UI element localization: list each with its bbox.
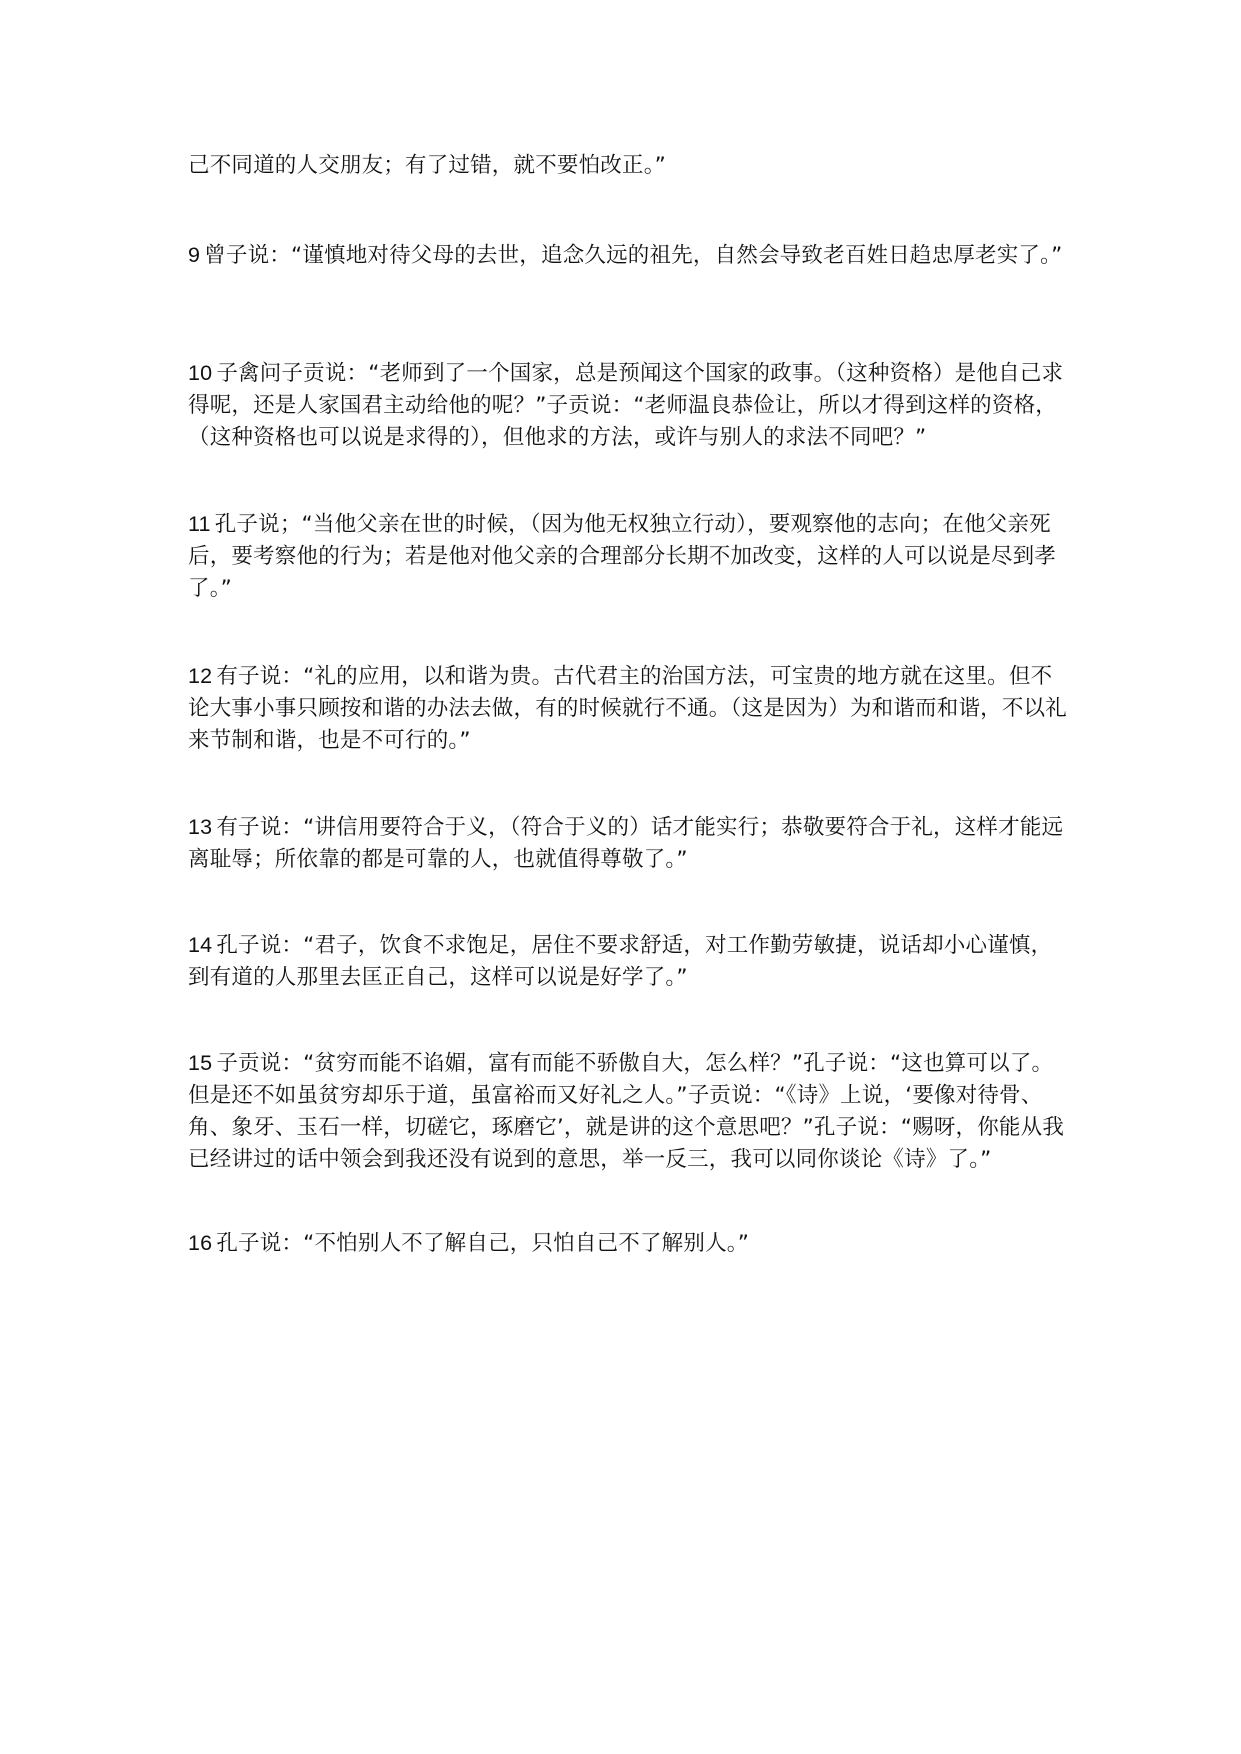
- paragraph-14: [188, 929, 1068, 994]
- paragraph-text: 孔子说：“君子，饮食不求饱足，居住不要求舒适，对工作勤劳敏捷，说话却小心谨慎，到有道的人那里去匡正自己，这样可以说是好学了。”: [188, 933, 1053, 990]
- paragraph-16: [188, 1227, 1068, 1260]
- paragraph-text: 子禽问子贡说：“老师到了一个国家，总是预闻这个国家的政事。（这种资格）是他自己求得呢，还是人家国君主动给他的呢？”子贡说：“老师温良恭俭让，所以才得到这样的资格，（这种资格也可以说是求得的），但他求的方法，或许与别人的求法不同吧？”: [188, 361, 1064, 450]
- paragraph-text: 孔子说；“当他父亲在世的时候，（因为他无权独立行动），要观察他的志向；在他父亲死后，要考察他的行为；若是他对他父亲的合理部分长期不加改变，这样的人可以说是尽到孝了。”: [188, 512, 1057, 601]
- paragraph-15: [188, 1047, 1068, 1176]
- paragraph-12: [188, 660, 1068, 757]
- paragraph-number: 12: [188, 664, 213, 688]
- paragraph-number: 11: [188, 512, 211, 536]
- paragraph-number: 16: [188, 1231, 213, 1255]
- paragraph-13: [188, 811, 1068, 876]
- paragraph-text: 有子说：“讲信用要符合于义，（符合于义的）话才能实行；恭敬要符合于礼，这样才能远离耻辱；所依靠的都是可靠的人，也就值得尊敬了。”: [188, 815, 1064, 872]
- paragraph-10: [188, 357, 1068, 454]
- paragraph-continuation: [188, 150, 1068, 182]
- paragraph-text: 有子说：“礼的应用，以和谐为贵。古代君主的治国方法，可宝贵的地方就在这里。但不论大事小事只顾按和谐的办法去做，有的时候就行不通。（这是因为）为和谐而和谐，不以礼来节制和谐，也是不可行的。”: [188, 664, 1067, 753]
- paragraph-text: 孔子说：“不怕别人不了解自己，只怕自己不了解别人。”: [216, 1231, 750, 1256]
- paragraph-number: 9: [188, 243, 201, 267]
- paragraph-number: 13: [188, 815, 213, 839]
- paragraph-11: [188, 508, 1068, 605]
- paragraph-number: 10: [188, 361, 213, 385]
- paragraph-number: 14: [188, 933, 213, 957]
- paragraph-text: 子贡说：“贫穷而能不谄媚，富有而能不骄傲自大，怎么样？”孔子说：“这也算可以了。但是还不如虽贫穷却乐于道，虽富裕而又好礼之人。”子贡说：“《诗》上说，‘要像对待骨、角、象牙、玉石一样，切磋它，琢磨它’，就是讲的这个意思吧？”孔子说：“赐呀，你能从我已经讲过的话中领会到我还没有说到的意思，举一反三，我可以同你谈论《诗》了。”: [188, 1051, 1065, 1172]
- paragraph-9: [188, 239, 1068, 272]
- paragraph-text: 曾子说：“谨慎地对待父母的去世，追念久远的祖先，自然会导致老百姓日趋忠厚老实了。”: [204, 243, 1063, 268]
- paragraph-text: 己不同道的人交朋友；有了过错，就不要怕改正。”: [188, 153, 666, 178]
- paragraph-number: 15: [188, 1051, 213, 1075]
